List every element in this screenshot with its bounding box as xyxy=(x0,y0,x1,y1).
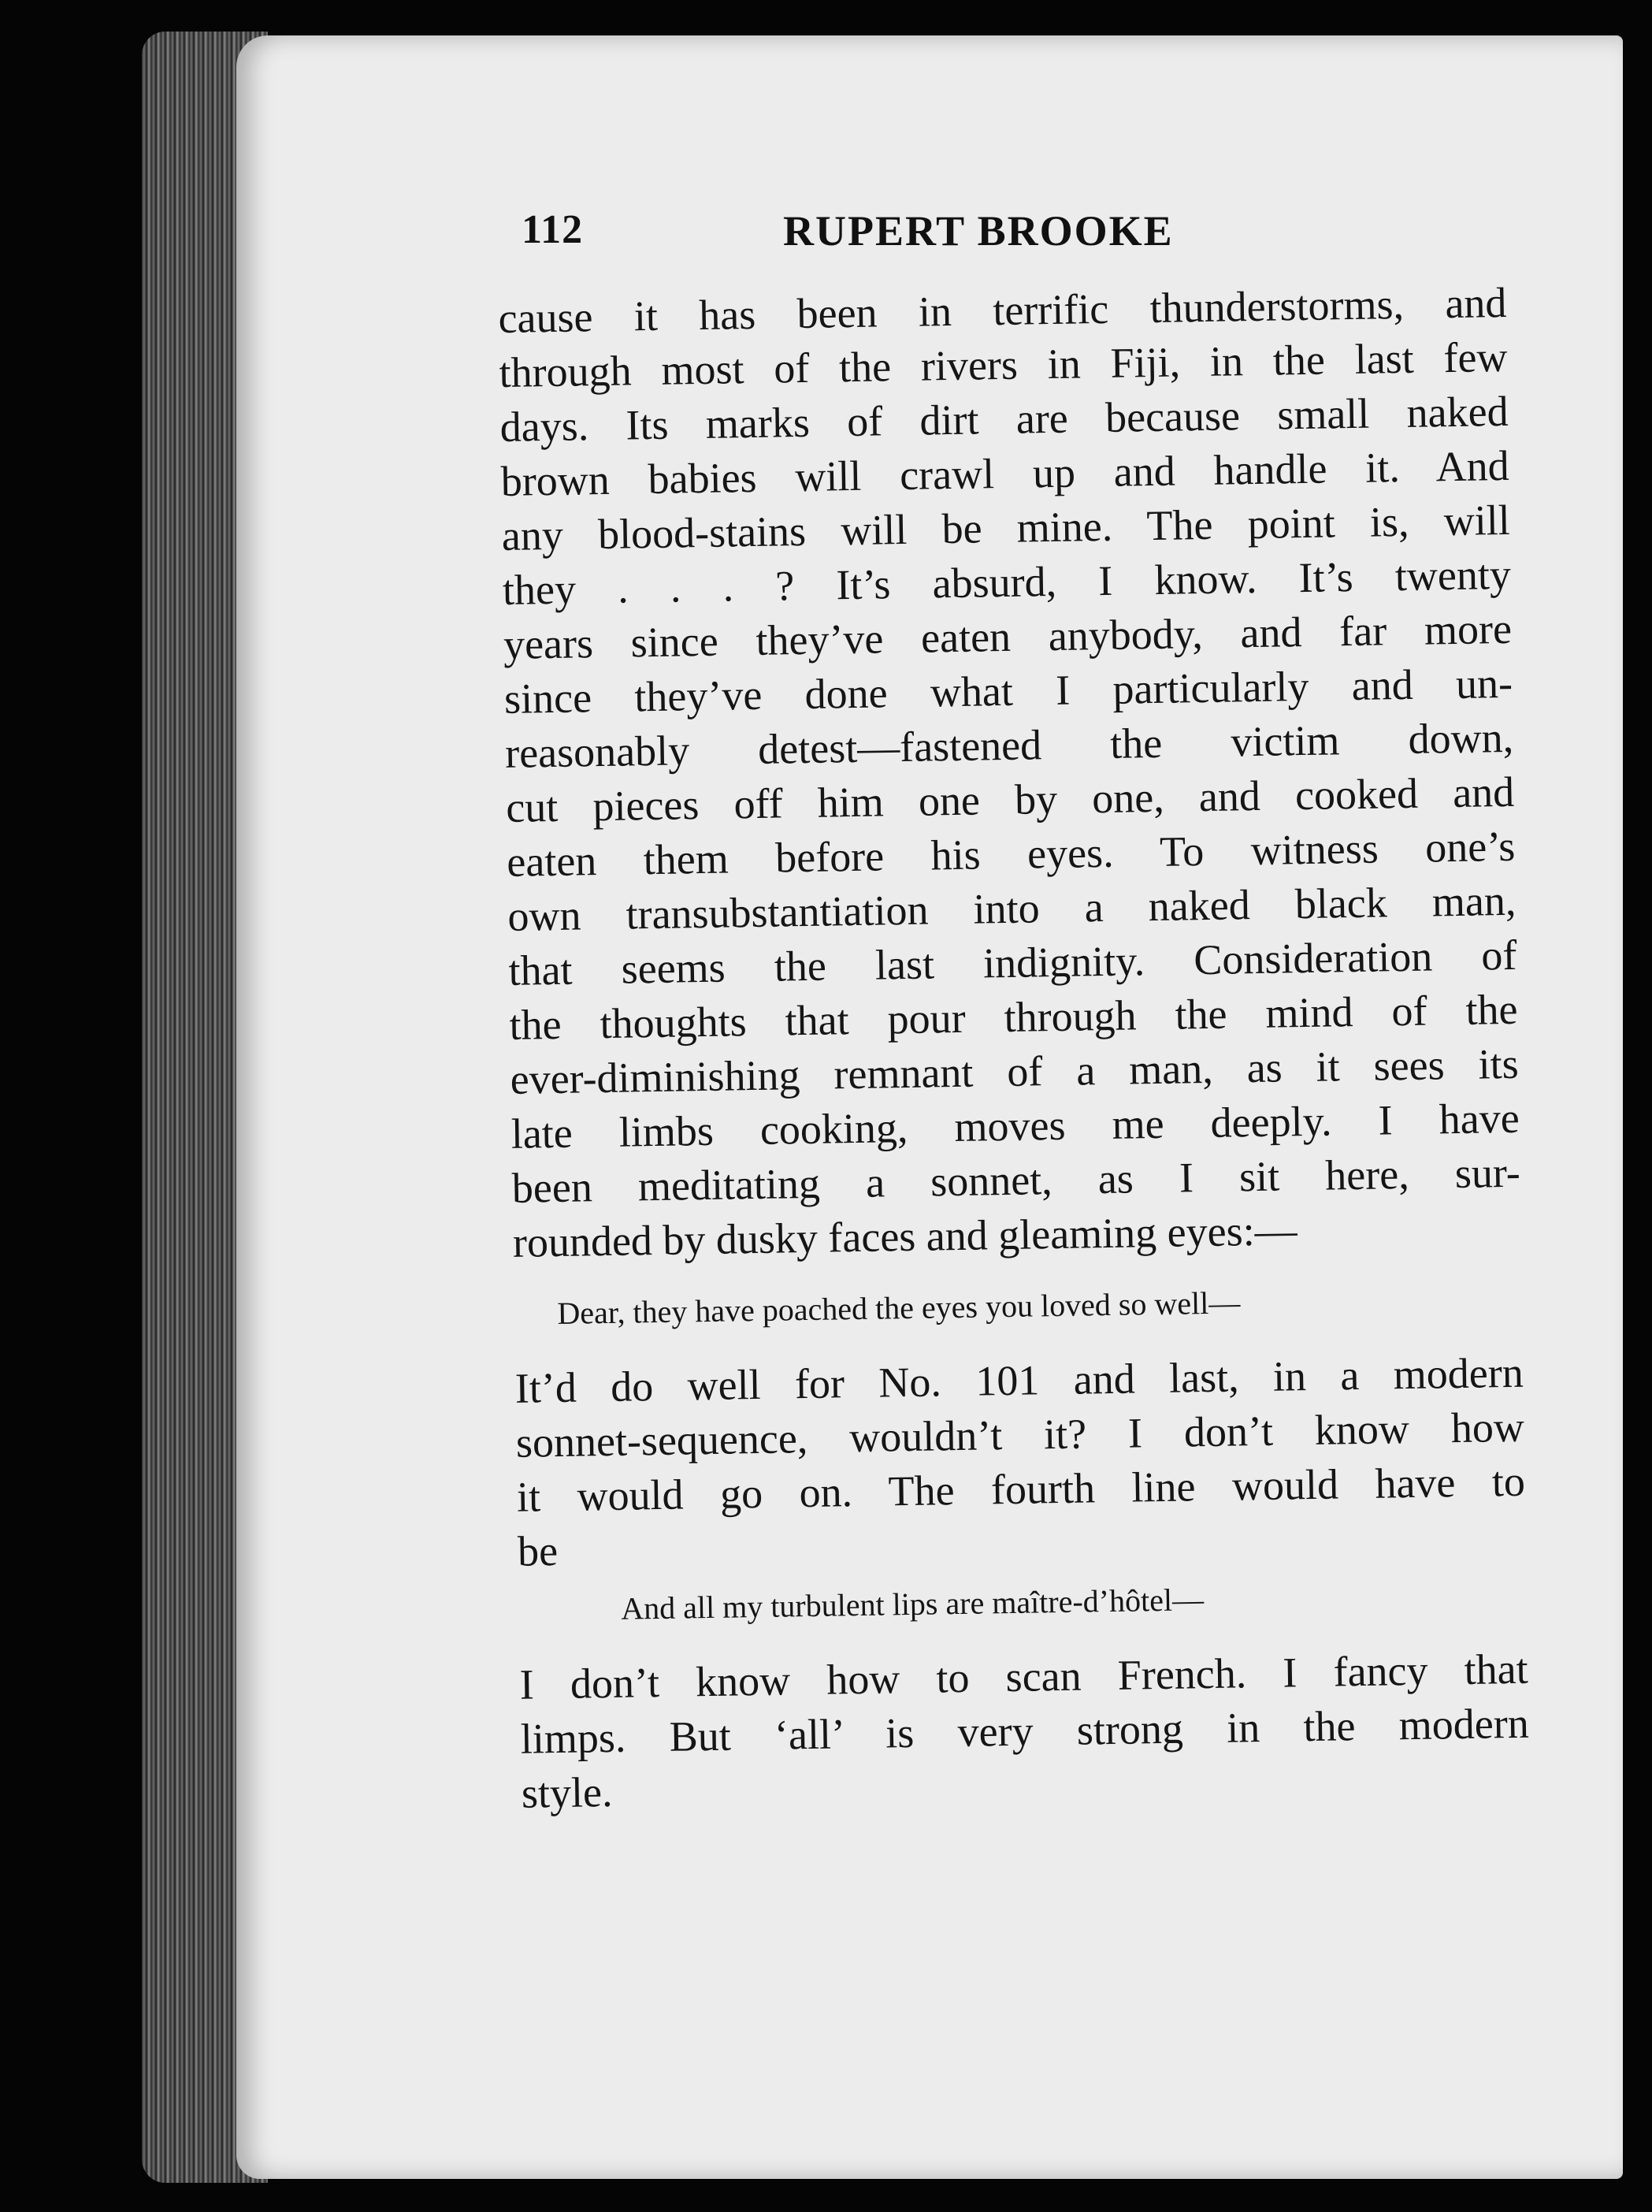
text-line: it would go on. The fourth line would have to xyxy=(516,1457,1526,1521)
text-line: brown babies will crawl up and handle it. And xyxy=(500,441,1510,505)
verse-quotation: And all my turbulent lips are maître-d’hôtel— xyxy=(620,1582,1205,1626)
text-line: any blood-stains will be mine. The point is, will xyxy=(501,496,1511,560)
text-line: days. Its marks of dirt are because small naked xyxy=(499,387,1509,451)
text-line: reasonably detest—fastened the victim down, xyxy=(504,713,1514,777)
text-line: eaten them before his eyes. To witness one’s xyxy=(506,822,1516,886)
verse-quotation: Dear, they have poached the eyes you loved so well— xyxy=(557,1284,1241,1331)
text-line: sonnet-sequence, wouldn’t it? I don’t know how xyxy=(515,1403,1525,1467)
text-line: through most of the rivers in Fiji, in the last few xyxy=(499,333,1508,396)
text-line: years since they’ve eaten anybody, and far more xyxy=(503,604,1513,668)
text-line: rounded by dusky faces and gleaming eyes:— xyxy=(512,1206,1298,1266)
running-title: RUPERT BROOKE xyxy=(783,207,1174,255)
text-line: It’d do well for No. 101 and last, in a modern xyxy=(514,1348,1524,1412)
text-line: the thoughts that pour through the mind of the xyxy=(509,985,1518,1049)
text-line: limps. But ‘all’ is very strong in the modern xyxy=(520,1699,1530,1763)
text-line: late limbs cooking, moves me deeply. I have xyxy=(510,1094,1520,1158)
text-line: own transubstantiation into a naked black man, xyxy=(507,876,1516,940)
body-text xyxy=(498,276,1530,1821)
text-line: been meditating a sonnet, as I sit here, sur- xyxy=(511,1148,1521,1212)
text-line: since they’ve done what I particularly and un- xyxy=(503,659,1513,723)
page-number: 112 xyxy=(522,207,584,252)
text-line: cause it has been in terrific thunderstorms, and xyxy=(498,278,1507,342)
text-line: cut pieces off him one by one, and cooked and xyxy=(505,768,1515,831)
text-line: ever-diminishing remnant of a man, as it sees its xyxy=(510,1039,1520,1103)
text-line: style. xyxy=(521,1768,613,1817)
text-line: they . . . ? It’s absurd, I know. It’s twenty xyxy=(502,550,1512,614)
text-line: I don’t know how to scan French. I fancy that xyxy=(519,1645,1529,1708)
running-head xyxy=(522,206,1262,270)
text-line: be xyxy=(517,1527,559,1575)
text-line: that seems the last indignity. Consideration of xyxy=(508,931,1517,994)
